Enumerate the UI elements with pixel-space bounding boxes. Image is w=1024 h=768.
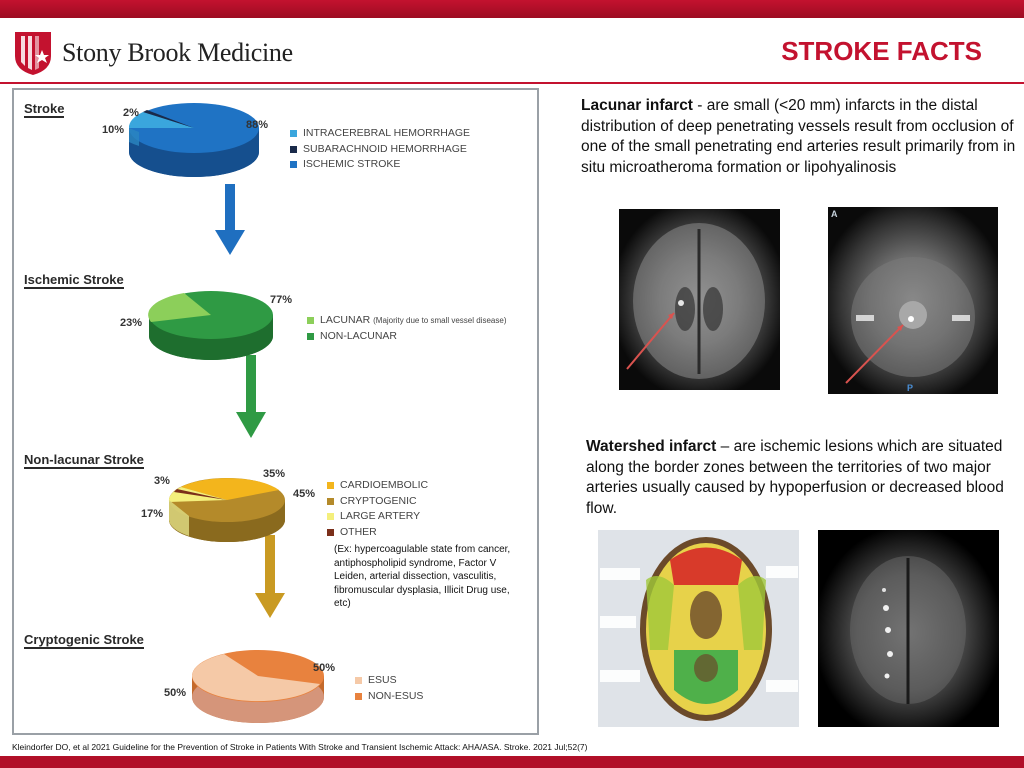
legend-item: LARGE ARTERY bbox=[327, 509, 428, 525]
legend-item: ISCHEMIC STROKE bbox=[290, 157, 470, 173]
watershed-text: – are ischemic lesions which are situated along the border zones between the territories of two major arteries usually caused by hypoperfusion or decreased blood flow. bbox=[586, 438, 1004, 517]
stony-brook-logo bbox=[13, 30, 293, 76]
legend-item: OTHER bbox=[327, 525, 428, 541]
vascular-territory-diagram bbox=[598, 530, 799, 727]
legend-swatch bbox=[327, 529, 334, 536]
legend-swatch bbox=[307, 333, 314, 340]
other-causes-note: (Ex: hypercoagulable state from cancer, antiphospholipid syndrome, Factor V Leiden, arterial dissection, vasculitis, fibromuscular dysplasia, Illicit Drug use, etc) bbox=[334, 544, 511, 609]
legend-swatch bbox=[327, 498, 334, 505]
pct-label: 77% bbox=[270, 294, 293, 306]
arrow-2-icon bbox=[236, 355, 266, 438]
stroke-infographic bbox=[12, 88, 539, 735]
legend-swatch bbox=[290, 130, 297, 137]
lacunar-term: Lacunar infarct bbox=[581, 97, 693, 114]
legend-item: LACUNAR (Majority due to small vessel disease) bbox=[307, 313, 507, 329]
pct-label: 17% bbox=[141, 508, 164, 520]
mri-lacunar-image-2 bbox=[828, 207, 998, 394]
top-banner bbox=[0, 0, 1024, 18]
pct-label: 50% bbox=[164, 687, 187, 699]
shield-logo-icon bbox=[13, 30, 53, 76]
mri-lacunar-image-1 bbox=[619, 209, 780, 390]
mri-orientation-label: P bbox=[907, 383, 914, 393]
legend-item: NON-LACUNAR bbox=[307, 329, 507, 345]
pct-label: 88% bbox=[246, 119, 269, 131]
mri-scan-graphic bbox=[828, 207, 998, 394]
legend-item: INTRACEREBRAL HEMORRHAGE bbox=[290, 126, 470, 142]
legend-swatch bbox=[327, 482, 334, 489]
pct-label: 23% bbox=[120, 317, 143, 329]
non-lacunar-pie bbox=[169, 478, 285, 542]
section-title-ischemic: Ischemic Stroke bbox=[24, 272, 124, 287]
arrow-1-icon bbox=[215, 184, 245, 255]
legend-swatch bbox=[290, 146, 297, 153]
legend-swatch bbox=[355, 693, 362, 700]
mri-scan-graphic bbox=[818, 530, 999, 727]
stroke-pie bbox=[129, 103, 259, 177]
legend-item: CARDIOEMBOLIC bbox=[327, 478, 428, 494]
pct-label: 45% bbox=[293, 488, 316, 500]
legend-item: ESUS bbox=[355, 673, 423, 689]
page-title: STROKE FACTS bbox=[781, 36, 982, 66]
watershed-description bbox=[586, 437, 1016, 519]
pct-label: 3% bbox=[154, 475, 170, 487]
watershed-term: Watershed infarct bbox=[586, 438, 717, 455]
section-title-stroke: Stroke bbox=[24, 101, 65, 116]
legend-item: SUBARACHNOID HEMORRHAGE bbox=[290, 142, 470, 158]
logo-text: Stony Brook Medicine bbox=[62, 38, 293, 67]
legend-item: CRYPTOGENIC bbox=[327, 494, 428, 510]
bottom-banner bbox=[0, 756, 1024, 768]
section-title-non-lacunar: Non-lacunar Stroke bbox=[24, 452, 144, 467]
mri-orientation-label: A bbox=[831, 209, 838, 219]
legend-swatch bbox=[307, 317, 314, 324]
legend-swatch bbox=[327, 513, 334, 520]
legend-item: NON-ESUS bbox=[355, 689, 423, 705]
cryptogenic-pie bbox=[192, 650, 324, 723]
brain-territory-graphic bbox=[598, 530, 799, 727]
legend-swatch bbox=[290, 161, 297, 168]
pct-label: 35% bbox=[263, 468, 286, 480]
mri-scan-graphic bbox=[619, 209, 780, 390]
non-lacunar-legend bbox=[327, 478, 428, 540]
header-rule bbox=[0, 82, 1024, 84]
section-title-cryptogenic: Cryptogenic Stroke bbox=[24, 632, 144, 647]
pct-label: 10% bbox=[102, 124, 125, 136]
pct-label: 50% bbox=[313, 662, 336, 674]
citation: Kleindorfer DO, et al 2021 Guideline for the Prevention of Stroke in Patients With Stroke and Transient Ischemic Attack: AHA/ASA. Stroke. 2021 Jul;52(7) bbox=[12, 742, 588, 752]
lacunar-text: - are small (<20 mm) infarcts in the distal distribution of deep penetrating vessels result from occlusion of one of the small penetrating end arteries result primarily from in situ microatheroma formation or lipohyalinosis bbox=[581, 97, 1016, 176]
legend-swatch bbox=[355, 677, 362, 684]
cryptogenic-legend bbox=[355, 673, 423, 704]
pct-label: 2% bbox=[123, 107, 139, 119]
mri-watershed-image bbox=[818, 530, 999, 727]
lacunar-description bbox=[581, 96, 1021, 178]
stroke-legend bbox=[290, 126, 470, 173]
ischemic-pie bbox=[148, 291, 273, 360]
ischemic-legend bbox=[307, 313, 507, 344]
arrow-3-icon bbox=[255, 535, 285, 618]
